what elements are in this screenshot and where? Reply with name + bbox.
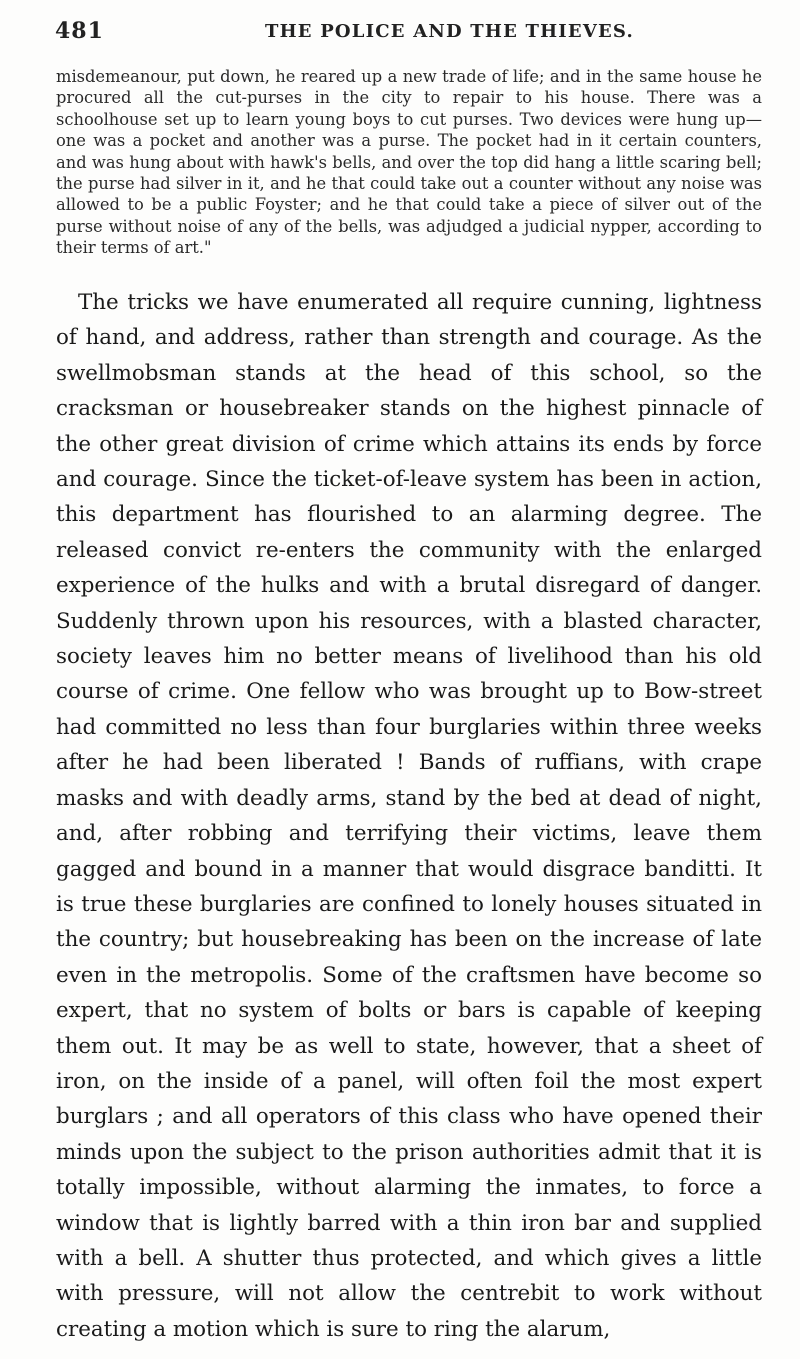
page-header [55,18,765,54]
running-head: THE POLICE AND THE THIEVES. [265,21,634,42]
page-number: 481 [55,18,104,44]
body-paragraph: The tricks we have enumerated all require cunning, lightness of hand, and address, rather than strength and courage. As the swellmobsman stands at the head of this school, so the cracksman or housebreaker stands on the highest pinnacle of the other great division of crime which attains its ends by force and courage. Since the ticket-of-leave system has been in action, this department has flourished to an alarming degree. The released convict re-enters the community with the enlarged experience of the hulks and with a brutal disregard of danger. Suddenly thrown upon his resources, with a blasted character, society leaves him no better means of livelihood than his old course of crime. One fellow who was brought up to Bow-street had committed no less than four burglaries within three weeks after he had been liberated ! Bands of ruffians, with crape masks and with deadly arms, stand by the bed at dead of night, and, after robbing and terrifying their victims, leave them gagged and bound in a manner that would disgrace banditti. It is true these burglaries are confined to lonely houses situated in the country; but housebreaking has been on the increase of late even in the metropolis. Some of the craftsmen have become so expert, that no system of bolts or bars is capable of keeping them out. It may be as well to state, however, that a sheet of iron, on the inside of a panel, will often foil the most expert burglars ; and all operators of this class who have opened their minds upon the subject to the prison authorities admit that it is totally impossible, without alarming the inmates, to force a window that is lightly barred with a thin iron bar and supplied with a bell. A shutter thus protected, and which gives a little with pressure, will not allow the centrebit to work without creating a motion which is sure to ring the alarum, [56,290,762,1342]
quoted-passage: misdemeanour, put down, he reared up a new trade of life; and in the same house he procured all the cut-purses in the city to repair to his house. There was a schoolhouse set up to learn young boys to cut purses. Two devices were hung up—one was a pocket and another was a purse. The pocket had in it certain counters, and was hung about with hawk's bells, and over the top did hang a little scaring bell; the purse had silver in it, and he that could take out a counter without any noise was allowed to be a public Foyster; and he that could take a piece of silver out of the purse without noise of any of the bells, was adjudged a judicial nypper, according to their terms of art." [56,67,762,258]
